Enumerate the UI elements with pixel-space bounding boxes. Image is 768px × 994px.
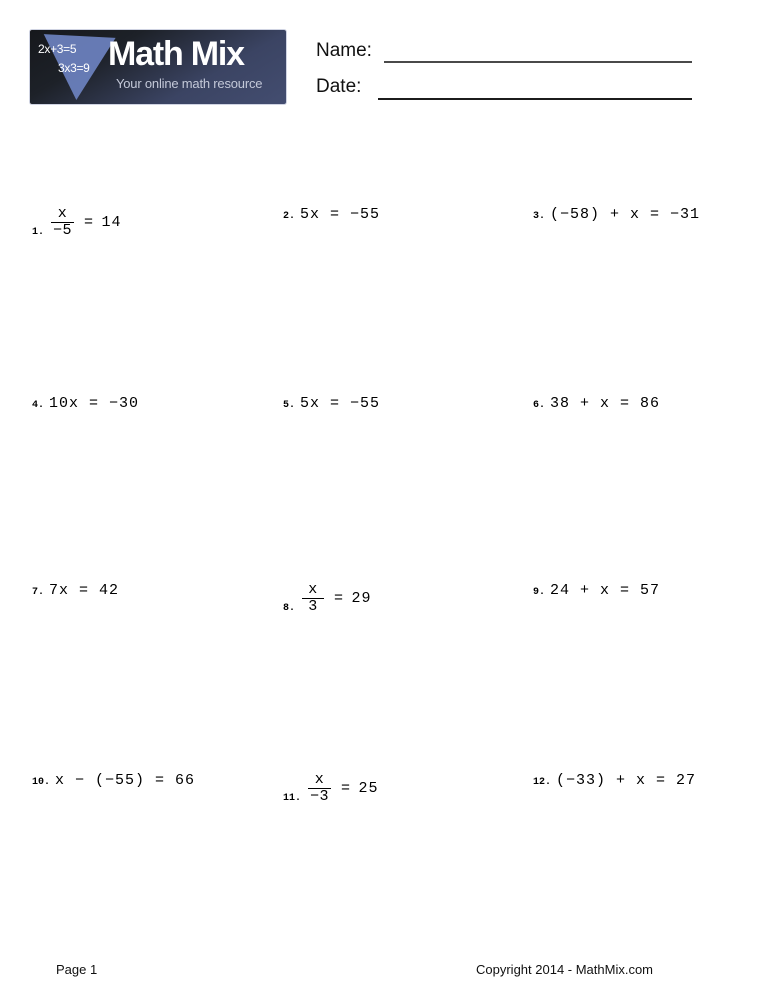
equation-text: (−58) + x = −31 (550, 206, 701, 223)
problem-number: 12. (533, 777, 552, 788)
problem-2 (283, 206, 380, 223)
date-field[interactable] (316, 76, 696, 102)
page-number: Page 1 (56, 962, 98, 977)
right-hand-side: 25 (358, 780, 379, 797)
problem-9 (533, 582, 660, 599)
problem-number: 11. (283, 793, 302, 804)
equation-text: 5x = −55 (300, 206, 381, 223)
worksheet-footer (0, 948, 768, 994)
equation-text: (−33) + x = 27 (556, 772, 697, 789)
equals-sign: = (84, 214, 94, 231)
problem-11 (283, 772, 379, 805)
equation-text: 38 + x = 86 (550, 395, 661, 412)
mathmix-logo (30, 30, 286, 104)
problem-5 (283, 395, 380, 412)
worksheet-header (0, 0, 768, 130)
problem-number: 8. (283, 603, 296, 614)
problem-expression (55, 772, 195, 789)
logo-tagline: Your online math resource (116, 76, 263, 91)
equation-text: 5x = −55 (300, 395, 381, 412)
problem-expression (550, 582, 660, 599)
right-hand-side: 29 (351, 590, 372, 607)
problem-expression (306, 772, 379, 805)
problem-4 (32, 395, 139, 412)
equation-text: 7x = 42 (49, 582, 120, 599)
fraction (302, 582, 324, 615)
equals-sign: = (334, 590, 344, 607)
fraction-numerator: x (314, 771, 325, 788)
problem-number: 6. (533, 400, 546, 411)
date-field-rule[interactable] (378, 98, 692, 100)
problem-expression (49, 395, 139, 412)
problem-7 (32, 582, 119, 599)
fraction-denominator: 3 (308, 598, 318, 615)
logo-brand-name: Math Mix (108, 35, 244, 73)
problem-expression (49, 582, 119, 599)
equation-text: 10x = −30 (49, 395, 140, 412)
equals-sign: = (341, 780, 351, 797)
problem-number: 9. (533, 587, 546, 598)
problem-1 (32, 206, 122, 239)
logo-equation-top: 2x+3=5 (38, 42, 77, 56)
problem-number: 3. (533, 211, 546, 222)
logo-equation-bottom: 3x3=9 (58, 61, 90, 75)
problem-number: 5. (283, 400, 296, 411)
fraction-denominator: −5 (53, 222, 73, 239)
problem-expression (49, 206, 122, 239)
problem-number: 2. (283, 211, 296, 222)
problem-expression (550, 206, 700, 223)
problem-expression (300, 206, 380, 223)
fraction (51, 206, 74, 239)
problem-number: 1. (32, 227, 45, 238)
problem-number: 4. (32, 400, 45, 411)
problem-expression (550, 395, 660, 412)
fraction-numerator: x (57, 205, 68, 222)
problem-expression (556, 772, 696, 789)
copyright-notice: Copyright 2014 - MathMix.com (476, 962, 654, 977)
problem-expression (300, 395, 380, 412)
fraction-denominator: −3 (310, 788, 330, 805)
fraction (308, 772, 331, 805)
problem-10 (32, 772, 195, 789)
equation-text: x − (−55) = 66 (55, 772, 196, 789)
problem-expression (300, 582, 372, 615)
problem-number: 10. (32, 777, 51, 788)
problem-8 (283, 582, 372, 615)
right-hand-side: 14 (101, 214, 122, 231)
equation-text: 24 + x = 57 (550, 582, 661, 599)
problem-6 (533, 395, 660, 412)
name-field-rule[interactable] (384, 61, 692, 63)
problem-number: 7. (32, 587, 45, 598)
date-field-label: Date: (316, 76, 362, 97)
fraction-numerator: x (308, 581, 318, 598)
name-field-label: Name: (316, 40, 372, 61)
problem-3 (533, 206, 700, 223)
problem-12 (533, 772, 696, 789)
name-field[interactable] (316, 40, 696, 66)
